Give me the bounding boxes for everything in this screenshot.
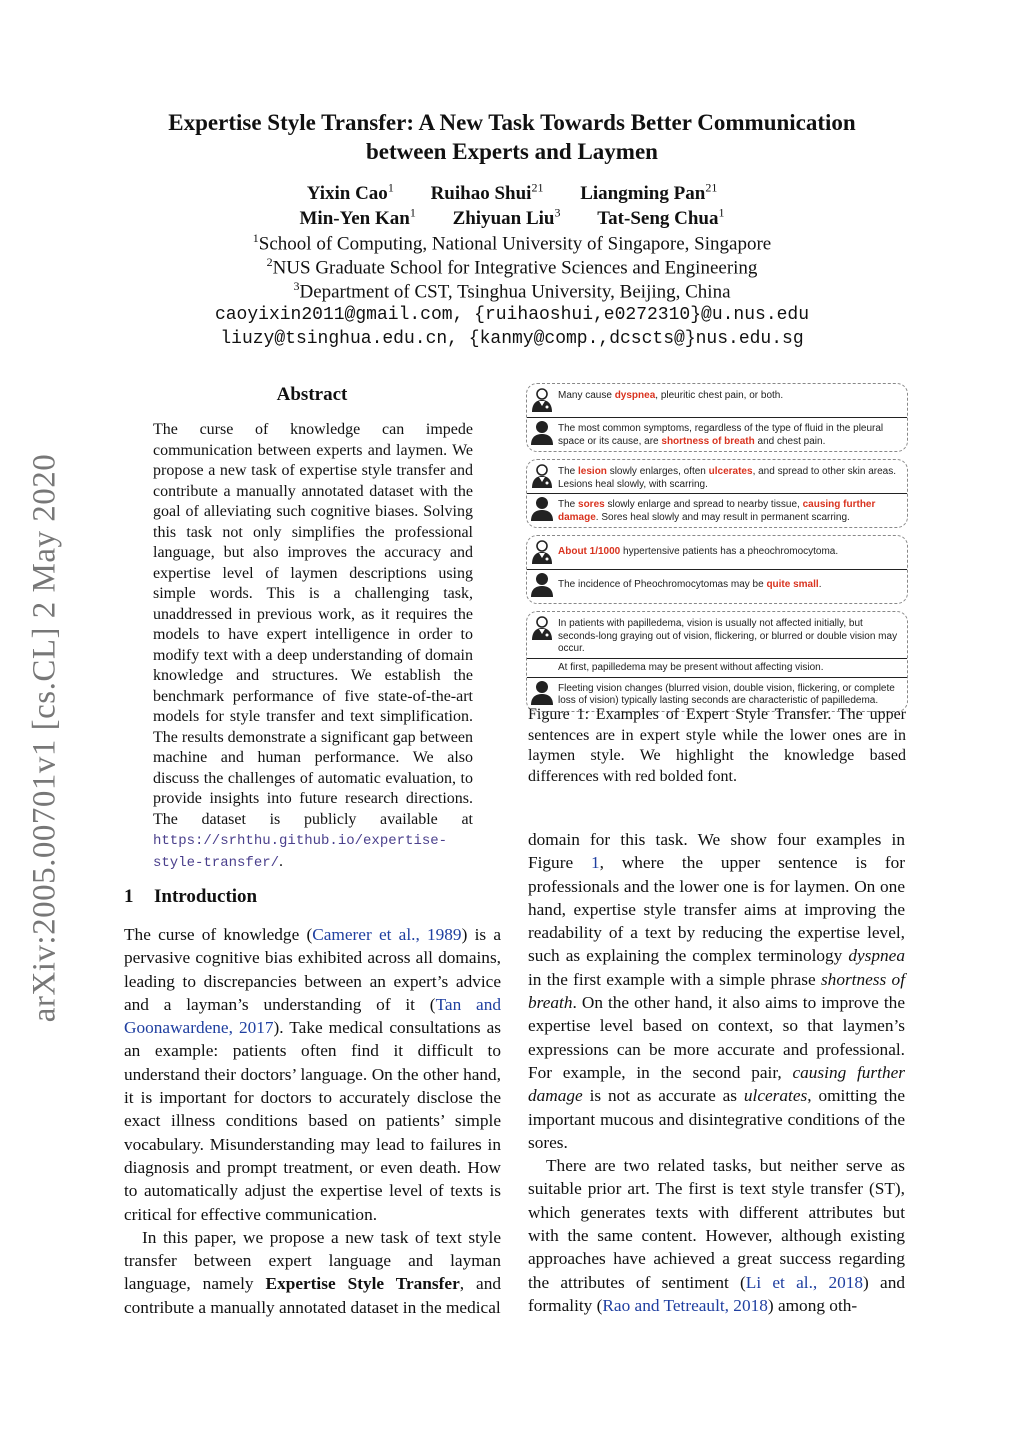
section-heading-introduction: 1 Introduction xyxy=(124,886,258,907)
layman-sentence: Fleeting vision changes (blurred vision, double vision, flickering, or complete loss of vision) typically lasting seconds are characteristic of papilledema. xyxy=(527,677,907,710)
figure-caption: Figure 1: Examples of Expert Style Transfer. The upper sentences are in expert style while the lower ones are in laymen style. We highlight the knowledge based differences with red bolded font. xyxy=(528,706,906,785)
intro-right-column xyxy=(528,828,905,1317)
figure-1 xyxy=(526,383,908,719)
affiliation-1: $^1$School of Computing, National University of Singapore, Singapore xyxy=(252,231,772,255)
title-line-2: between Experts and Laymen xyxy=(366,139,658,164)
citation-link[interactable]: Camerer et al., 1989 xyxy=(312,925,462,944)
figure-ref-link[interactable]: 1 xyxy=(590,853,600,873)
author: Ruihao Shui$^{21}$ xyxy=(430,181,544,205)
intro-paragraph-2: In this paper, we propose a new task of text style transfer between expert language and layman language, namely Expertise Style Transfer, and contribute a manually annotated dataset in the medical xyxy=(124,1227,502,1317)
person-icon xyxy=(529,572,555,598)
example-group xyxy=(526,459,908,528)
abstract-body: The curse of knowledge can impede communication between experts and laymen. We propose a new task of expertise style transfer and contribute a manually annotated dataset with the goal of alleviating such cognitive biases. Solving this task not only simplifies the professional language, but also improves the accuracy and expertise level of laymen descriptions using simple words. This is a challenging task, unaddressed in previous work, as it requires the models to have expert intelligence in order to modify text with a deep understanding of domain knowledge and structures. We establish the benchmark performance of five state-of-the-art models for style transfer and text simplification. The results demonstrate a significant gap between machine and human performance. We also discuss the challenges of automatic evaluation, to provide insights into future research directions. The dataset is publicly available at https://srhthu.github.io/expertise-style-transfer/. xyxy=(153,421,473,871)
authors-row-2 xyxy=(0,206,1024,230)
doctor-icon xyxy=(529,463,555,489)
author: Zhiyuan Liu$^3$ xyxy=(452,206,561,230)
affiliation-2: $^2$NUS Graduate School for Integrative Sciences and Engineering xyxy=(266,255,758,279)
citation-link[interactable]: Li et al., 2018 xyxy=(745,1272,864,1292)
email-line-2: liuzy@tsinghua.edu.cn, {kanmy@comp.,dcscts@}nus.edu.sg xyxy=(220,329,804,349)
example-group xyxy=(526,611,908,712)
layman-sentence: The sores slowly enlarge and spread to nearby tissue, causing further damage. Sores heal slowly and may result in permanent scarring. xyxy=(527,493,907,526)
authors-row-1 xyxy=(0,181,1024,205)
author: Yixin Cao$^1$ xyxy=(306,181,394,205)
layman-sentence: The most common symptoms, regardless of the type of fluid in the pleural space or its cause, are shortness of breath and chest pain. xyxy=(527,417,907,450)
affiliation-3: $^3$Department of CST, Tsinghua University, Beijing, China xyxy=(293,279,731,303)
right-paragraph-1: domain for this task. We show four examples in Figure 1, where the upper sentence is for professionals and the lower one is for laymen. On one hand, expertise style transfer aims at improving the readability of a text by reducing the expertise level, such as explaining the complex terminology dyspnea in the first example with a simple phrase shortness of breath. On the other hand, it also aims to improve the expertise level based on context, so that laymen’s expressions can be more accurate and professional. For example, in the second pair, causing further damage is not as accurate as ulcerates, omitting the important mucous and disintegrative conditions of the sores. xyxy=(528,830,905,1152)
doctor-icon xyxy=(529,615,555,641)
example-group xyxy=(526,535,908,604)
person-icon xyxy=(529,680,555,706)
right-paragraph-2: There are two related tasks, but neither serve as suitable prior art. The first is text style transfer (ST), which generates texts with different attributes but with the same content. However, although existing approaches have achieved a great success regarding the attributes of sentiment (Li et al., 2018) and formality (Rao and Tetreault, 2018) among oth- xyxy=(528,1156,906,1315)
doctor-icon xyxy=(529,387,555,413)
arxiv-id: arXiv:2005.00701v1 [cs.CL] 2 May 2020 xyxy=(26,453,63,1023)
paper-title xyxy=(0,108,1024,166)
citation-link[interactable]: Tan and Goonawardene, 2017 xyxy=(124,994,501,1038)
intro-paragraph-1: The curse of knowledge (Camerer et al., 1989) is a pervasive cognitive bias exhibited across all domains, leading to discrepancies between an expert’s advice and a layman’s understanding of it (Tan and Goonawardene, 2017). Take medical consultations as an example: patients often find it difficult to understand their doctors’ language. On the other hand, it is important for doctors to accurately disclose the exact illness conditions based on patients’ simple vocabulary. Misunderstanding may lead to failures in diagnosis and prompt treatment, or even death. How to automatically adjust the expertise level of texts is critical for effective communication. xyxy=(124,925,501,1224)
expert-sentence: In patients with papilledema, vision is usually not affected initially, but seconds-long graying out of vision, flickering, or blurred or double vision may occur. xyxy=(527,613,907,658)
abstract-heading: Abstract xyxy=(276,384,348,405)
expert-sentence: The lesion slowly enlarges, often ulcerates, and spread to other skin areas. Lesions heal slowly, with scarring. xyxy=(527,461,907,493)
email-line-1: caoyixin2011@gmail.com, {ruihaoshui,e0272310}@u.nus.edu xyxy=(214,305,810,325)
expert-sentence: About 1/1000 hypertensive patients has a pheochromocytoma. xyxy=(527,537,907,569)
person-icon xyxy=(529,496,555,522)
expert-sentence: Many cause dyspnea, pleuritic chest pain, or both. xyxy=(527,385,907,417)
author: Min-Yen Kan$^1$ xyxy=(299,206,416,230)
dataset-link[interactable]: https://srhthu.github.io/expertise-style-transfer/ xyxy=(153,833,448,871)
author: Tat-Seng Chua$^1$ xyxy=(597,206,725,230)
doctor-icon xyxy=(529,539,555,565)
example-group xyxy=(526,383,908,452)
person-icon xyxy=(529,420,555,446)
layman-sentence: The incidence of Pheochromocytomas may be quite small. xyxy=(527,569,907,602)
citation-link[interactable]: Rao and Tetreault, 2018 xyxy=(602,1295,768,1315)
arxiv-sidebar xyxy=(10,453,80,1023)
author: Liangming Pan$^{21}$ xyxy=(580,181,718,205)
intro-left-column xyxy=(124,923,501,1319)
layman-sentence: At first, papilledema may be present without affecting vision. xyxy=(527,658,907,677)
title-line-1: Expertise Style Transfer: A New Task Towards Better Communication xyxy=(168,110,856,135)
